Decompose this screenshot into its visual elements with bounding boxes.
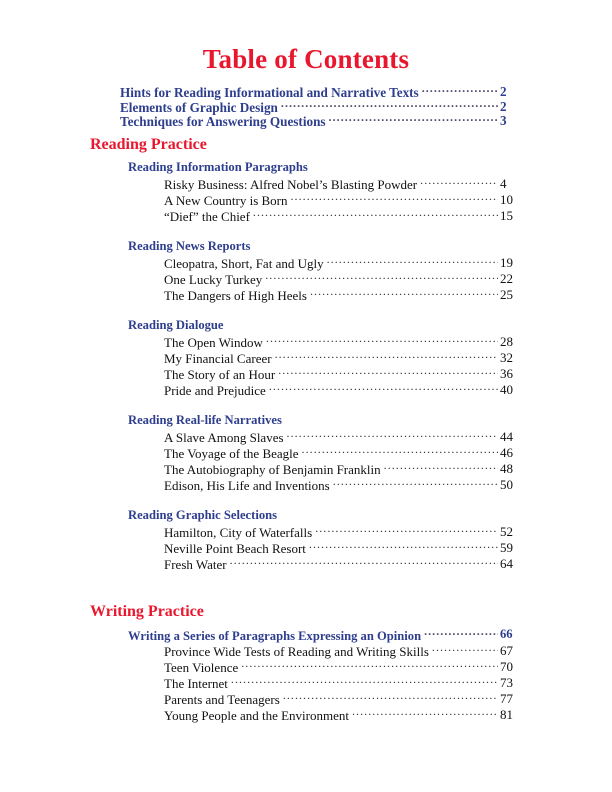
dot-leader: [281, 99, 498, 112]
toc-entry-0-0-1-page-number: 10: [500, 192, 513, 207]
toc-entry-0-2-1-label: My Financial Career: [164, 351, 272, 366]
dot-leader: [287, 429, 498, 442]
toc-entry-0-2-1[interactable]: [164, 350, 612, 367]
dot-leader: [230, 556, 498, 569]
toc-entry-0-0-1-label: A New Country is Born: [164, 193, 288, 208]
dot-leader: [327, 255, 498, 268]
toc-entry-0-4-2-page-number: 64: [500, 556, 513, 571]
front-matter-row-0-page-number: 2: [500, 84, 507, 99]
toc-entry-0-3-2-label: The Autobiography of Benjamin Franklin: [164, 462, 381, 477]
group-heading-0-0[interactable]: Reading Information Paragraphs: [128, 160, 308, 174]
group-heading-0-4[interactable]: Reading Graphic Selections: [128, 508, 278, 522]
toc-entry-0-0-1[interactable]: [164, 192, 612, 209]
toc-entry-1-0-3-label: Parents and Teenagers: [164, 692, 280, 707]
toc-entry-0-1-1-label: One Lucky Turkey: [164, 272, 263, 287]
group-heading-1-0-label: Writing a Series of Paragraphs Expressing an Opinion: [128, 628, 422, 643]
toc-entry-1-0-0-page-number: 67: [500, 643, 513, 658]
toc-entry-1-0-4-page-number: 81: [500, 707, 513, 722]
toc-entry-0-2-3-page-number: 40: [500, 382, 513, 397]
toc-entry-0-1-2[interactable]: [164, 287, 612, 304]
toc-entry-0-1-0-label: Cleopatra, Short, Fat and Ugly: [164, 256, 324, 271]
group-heading-0-1[interactable]: Reading News Reports: [128, 239, 251, 253]
toc-entry-0-1-0-page-number: 19: [500, 255, 513, 270]
toc-entry-0-3-1-label: The Voyage of the Beagle: [164, 446, 299, 461]
toc-entry-0-0-2-page-number: 15: [500, 208, 513, 223]
toc-entry-1-0-2-label: The Internet: [164, 676, 228, 691]
toc-entry-1-0-2[interactable]: [164, 675, 612, 692]
toc-entry-0-2-3[interactable]: [164, 382, 612, 399]
dot-leader: [352, 707, 498, 720]
group-heading-0-3[interactable]: Reading Real-life Narratives: [128, 413, 282, 427]
toc-entry-0-0-0-page-number: 4: [500, 176, 507, 191]
toc-entry-1-0-3[interactable]: [164, 691, 612, 708]
dot-leader: [384, 461, 498, 474]
toc-entry-0-3-3-page-number: 50: [500, 477, 513, 492]
dot-leader: [329, 113, 498, 126]
toc-entry-0-0-0-label: Risky Business: Alfred Nobel’s Blasting Powder: [164, 177, 418, 192]
toc-entry-0-1-1[interactable]: [164, 271, 612, 288]
page-title: Table of Contents: [202, 44, 410, 74]
toc-entry-1-0-1-page-number: 70: [500, 659, 513, 674]
dot-leader: [333, 477, 498, 490]
toc-entry-0-4-0-page-number: 52: [500, 524, 513, 539]
toc-entry-1-0-0[interactable]: [164, 643, 612, 660]
front-matter-row-1-page-number: 2: [500, 98, 507, 114]
toc-entry-0-2-0-label: The Open Window: [164, 335, 263, 350]
front-matter-row-2-label: Techniques for Answering Questions: [120, 114, 326, 130]
dot-leader: [253, 208, 498, 221]
dot-leader: [432, 643, 498, 656]
toc-entry-0-2-1-page-number: 32: [500, 350, 513, 365]
toc-entry-0-2-2-page-number: 36: [500, 366, 513, 381]
toc-entry-0-3-1[interactable]: [164, 445, 612, 462]
group-heading-1-0-page-number: 66: [500, 627, 513, 641]
dot-leader: [266, 334, 498, 347]
toc-entry-0-0-0[interactable]: [164, 176, 612, 193]
toc-entry-0-1-1-page-number: 22: [500, 271, 513, 286]
toc-entry-0-3-2[interactable]: [164, 461, 612, 478]
front-matter-row-0-label: Hints for Reading Informational and Narrative Texts: [120, 85, 419, 101]
dot-leader: [265, 271, 498, 284]
front-matter-row-1-label: Elements of Graphic Design: [120, 99, 278, 115]
toc-entry-0-4-1-page-number: 59: [500, 540, 513, 555]
dot-leader: [420, 176, 498, 189]
toc-entry-1-0-4-label: Young People and the Environment: [164, 708, 349, 723]
toc-entry-0-1-2-label: The Dangers of High Heels: [164, 288, 307, 303]
toc-entry-0-3-2-page-number: 48: [500, 461, 513, 476]
toc-entry-0-3-3[interactable]: [164, 477, 612, 494]
toc-entry-0-3-0-page-number: 44: [500, 429, 513, 444]
toc-entry-0-4-0[interactable]: [164, 524, 612, 541]
toc-entry-0-3-0-label: A Slave Among Slaves: [164, 430, 284, 445]
toc-entry-0-2-0-page-number: 28: [500, 334, 513, 349]
toc-entry-0-3-1-page-number: 46: [500, 445, 513, 460]
section-title-1[interactable]: Writing Practice: [90, 603, 204, 620]
dot-leader: [310, 287, 498, 300]
toc-entry-0-1-0[interactable]: [164, 255, 612, 272]
dot-leader: [302, 445, 498, 458]
dot-leader: [422, 84, 498, 97]
dot-leader: [424, 627, 498, 640]
toc-entry-0-2-2-label: The Story of an Hour: [164, 367, 276, 382]
dot-leader: [309, 540, 498, 553]
dot-leader: [283, 691, 498, 704]
toc-entry-0-4-1[interactable]: [164, 540, 612, 557]
toc-entry-0-4-0-label: Hamilton, City of Waterfalls: [164, 525, 313, 540]
dot-leader: [315, 524, 498, 537]
toc-entry-0-2-3-label: Pride and Prejudice: [164, 383, 266, 398]
section-title-0[interactable]: Reading Practice: [90, 136, 207, 153]
front-matter-row-2[interactable]: [120, 113, 612, 130]
toc-entry-1-0-1-label: Teen Violence: [164, 660, 239, 675]
group-heading-0-2[interactable]: Reading Dialogue: [128, 318, 224, 332]
toc-entry-0-2-0[interactable]: [164, 334, 612, 351]
toc-entry-0-3-0[interactable]: [164, 429, 612, 446]
dot-leader: [291, 192, 499, 205]
toc-entry-0-1-2-page-number: 25: [500, 287, 513, 302]
toc-entry-1-0-2-page-number: 73: [500, 675, 513, 690]
toc-entry-1-0-1[interactable]: [164, 659, 612, 676]
toc-entry-1-0-0-label: Province Wide Tests of Reading and Writing Skills: [164, 644, 429, 659]
toc-entry-1-0-4[interactable]: [164, 707, 612, 724]
toc-entry-0-0-2[interactable]: [164, 208, 612, 225]
dot-leader: [275, 350, 498, 363]
dot-leader: [231, 675, 498, 688]
dot-leader: [278, 366, 498, 379]
dot-leader: [241, 659, 498, 672]
toc-entry-1-0-3-page-number: 77: [500, 691, 513, 706]
front-matter-row-2-page-number: 3: [500, 113, 507, 128]
toc-entry-0-4-2[interactable]: [164, 556, 612, 573]
toc-entry-0-4-1-label: Neville Point Beach Resort: [164, 541, 306, 556]
dot-leader: [269, 382, 498, 395]
group-heading-1-0[interactable]: [128, 627, 612, 644]
toc-entry-0-4-2-label: Fresh Water: [164, 557, 227, 572]
toc-entry-0-2-2[interactable]: [164, 366, 612, 383]
toc-entry-0-0-2-label: “Dief” the Chief: [164, 209, 250, 224]
toc-entry-0-3-3-label: Edison, His Life and Inventions: [164, 478, 330, 493]
